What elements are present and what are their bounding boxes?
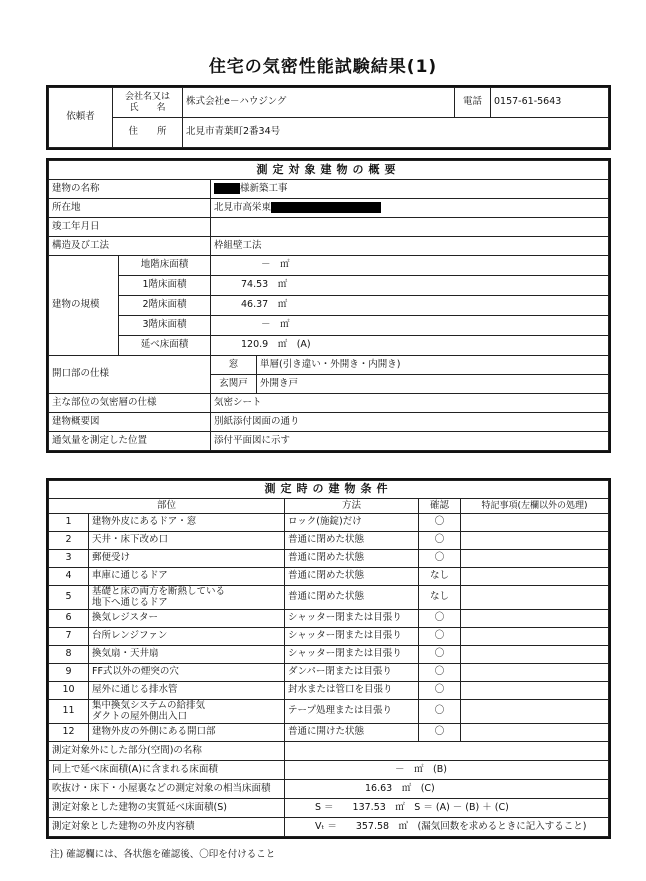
summary-row xyxy=(49,780,609,799)
row-notes xyxy=(461,628,609,646)
col-check: 確認 xyxy=(419,499,461,514)
row-notes xyxy=(461,568,609,586)
row-part: 建物外皮の外側にある開口部 xyxy=(89,724,285,742)
col-part: 部位 xyxy=(49,499,285,514)
row-part: 基礎と床の両方を断熱している 地下へ通じるドア xyxy=(89,586,285,610)
row-check: 〇 xyxy=(419,646,461,664)
redaction xyxy=(271,202,381,213)
row-part: 換気扇・天井扇 xyxy=(89,646,285,664)
opening-item-value: 外開き戸 xyxy=(257,375,609,394)
row-no: 7 xyxy=(49,628,89,646)
completion-label: 竣工年月日 xyxy=(49,218,211,237)
overview-table xyxy=(48,160,609,451)
row-check: 〇 xyxy=(419,682,461,700)
table-row xyxy=(49,646,609,664)
row-check: 〇 xyxy=(419,550,461,568)
location-value: 北見市高栄東 xyxy=(211,199,609,218)
scale-item-label: 地階床面積 xyxy=(119,256,211,276)
row-method: ロック(施錠)だけ xyxy=(285,514,419,532)
row-notes xyxy=(461,646,609,664)
row-check: なし xyxy=(419,586,461,610)
row-notes xyxy=(461,610,609,628)
row-method: ダンパー閉または目張り xyxy=(285,664,419,682)
table-row xyxy=(49,610,609,628)
scale-item-label: 3階床面積 xyxy=(119,316,211,336)
row-method: シャッター閉または目張り xyxy=(285,628,419,646)
summary-value: 16.63 ㎡ (C) xyxy=(285,780,609,799)
opening-item-value: 単層(引き違い・外開き・内開き) xyxy=(257,356,609,375)
scale-item-value: － ㎡ xyxy=(211,316,609,336)
row-check: 〇 xyxy=(419,724,461,742)
building-name-label: 建物の名称 xyxy=(49,180,211,199)
completion-value xyxy=(211,218,609,237)
scale-item-value: 74.53 ㎡ xyxy=(211,276,609,296)
table-row xyxy=(49,586,609,610)
row-part: 屋外に通じる排水管 xyxy=(89,682,285,700)
summary-value: S ＝ 137.53 ㎡ S ＝ (A) － (B) ＋ (C) xyxy=(285,799,609,818)
scale-item-label: 2階床面積 xyxy=(119,296,211,316)
summary-value xyxy=(285,742,609,761)
row-notes xyxy=(461,664,609,682)
row-no: 2 xyxy=(49,532,89,550)
scale-item-value: － ㎡ xyxy=(211,256,609,276)
row-check: 〇 xyxy=(419,700,461,724)
scale-item-label: 延べ床面積 xyxy=(119,336,211,356)
address-value: 北見市青葉町2番34号 xyxy=(183,118,609,148)
row-check: 〇 xyxy=(419,514,461,532)
row-check: 〇 xyxy=(419,664,461,682)
conditions-header: 測定時の建物条件 xyxy=(49,481,609,499)
vent-value: 添付平面図に示す xyxy=(211,432,609,451)
row-no: 5 xyxy=(49,586,89,610)
row-method: 普通に開けた状態 xyxy=(285,724,419,742)
table-row xyxy=(49,664,609,682)
row-part: 集中換気システムの給排気 ダクトの屋外側出入口 xyxy=(89,700,285,724)
row-no: 6 xyxy=(49,610,89,628)
phone-value: 0157-61-5643 xyxy=(491,88,609,118)
row-no: 4 xyxy=(49,568,89,586)
row-part: 建物外皮にあるドア・窓 xyxy=(89,514,285,532)
summary-label: 同上で延べ床面積(A)に含まれる床面積 xyxy=(49,761,285,780)
summary-row xyxy=(49,799,609,818)
row-check: なし xyxy=(419,568,461,586)
conditions-table xyxy=(48,480,609,837)
row-notes xyxy=(461,586,609,610)
building-name-value: 様新築工事 xyxy=(211,180,609,199)
row-method: 普通に閉めた状態 xyxy=(285,550,419,568)
drawing-value: 別紙添付図面の通り xyxy=(211,413,609,432)
row-method: シャッター閉または目張り xyxy=(285,646,419,664)
table-row xyxy=(49,514,609,532)
row-method: 普通に閉めた状態 xyxy=(285,586,419,610)
row-notes xyxy=(461,700,609,724)
row-no: 1 xyxy=(49,514,89,532)
table-row xyxy=(49,568,609,586)
row-no: 8 xyxy=(49,646,89,664)
row-notes xyxy=(461,550,609,568)
scale-label: 建物の規模 xyxy=(49,256,119,356)
scale-item-label: 1階床面積 xyxy=(119,276,211,296)
page-title: 住宅の気密性能試験結果(1) xyxy=(208,57,438,77)
summary-row xyxy=(49,742,609,761)
row-check: 〇 xyxy=(419,532,461,550)
opening-item-label: 窓 xyxy=(211,356,257,375)
summary-label: 測定対象とした建物の実質延べ床面積(S) xyxy=(49,799,285,818)
client-name-value: 株式会社e－ハウジング xyxy=(183,88,455,118)
summary-value: Vₜ ＝ 357.58 ㎥ (漏気回数を求めるときに記入すること) xyxy=(285,818,609,837)
redaction xyxy=(214,183,240,194)
client-label: 依頼者 xyxy=(49,88,113,148)
table-row xyxy=(49,628,609,646)
summary-row xyxy=(49,761,609,780)
row-notes xyxy=(461,532,609,550)
row-no: 11 xyxy=(49,700,89,724)
structure-label: 構造及び工法 xyxy=(49,237,211,256)
col-notes: 特記事項(左欄以外の処理) xyxy=(461,499,609,514)
structure-value: 枠組壁工法 xyxy=(211,237,609,256)
footnote: 注) 確認欄には、各状態を確認後、〇印を付けること xyxy=(50,849,276,860)
table-row xyxy=(49,682,609,700)
client-name-label: 会社名又は 氏 名 xyxy=(113,88,183,118)
row-method: 普通に閉めた状態 xyxy=(285,532,419,550)
row-part: 車庫に通じるドア xyxy=(89,568,285,586)
summary-label: 測定対象外にした部分(空間)の名称 xyxy=(49,742,285,761)
overview-header: 測定対象建物の概要 xyxy=(49,161,609,180)
client-table xyxy=(48,87,609,148)
row-part: 天井・床下改め口 xyxy=(89,532,285,550)
row-part: 換気レジスター xyxy=(89,610,285,628)
airtight-value: 気密シート xyxy=(211,394,609,413)
row-method: テープ処理または目張り xyxy=(285,700,419,724)
row-check: 〇 xyxy=(419,610,461,628)
summary-row xyxy=(49,818,609,837)
opening-label: 開口部の仕様 xyxy=(49,356,211,394)
phone-label: 電話 xyxy=(455,88,491,118)
airtight-label: 主な部位の気密層の仕様 xyxy=(49,394,211,413)
table-row xyxy=(49,550,609,568)
row-method: 封水または管口を目張り xyxy=(285,682,419,700)
row-part: 郵便受け xyxy=(89,550,285,568)
row-notes xyxy=(461,514,609,532)
opening-item-label: 玄関戸 xyxy=(211,375,257,394)
row-no: 3 xyxy=(49,550,89,568)
row-notes xyxy=(461,724,609,742)
location-label: 所在地 xyxy=(49,199,211,218)
row-no: 10 xyxy=(49,682,89,700)
row-no: 9 xyxy=(49,664,89,682)
table-row xyxy=(49,724,609,742)
summary-value: － ㎡ (B) xyxy=(285,761,609,780)
scale-item-value: 120.9 ㎡ (A) xyxy=(211,336,609,356)
row-check: 〇 xyxy=(419,628,461,646)
row-notes xyxy=(461,682,609,700)
row-method: 普通に閉めた状態 xyxy=(285,568,419,586)
summary-label: 測定対象とした建物の外皮内容積 xyxy=(49,818,285,837)
address-label: 住 所 xyxy=(113,118,183,148)
row-part: 台所レンジファン xyxy=(89,628,285,646)
row-method: シャッター閉または目張り xyxy=(285,610,419,628)
vent-label: 通気量を測定した位置 xyxy=(49,432,211,451)
drawing-label: 建物概要図 xyxy=(49,413,211,432)
row-no: 12 xyxy=(49,724,89,742)
summary-label: 吹抜け・床下・小屋裏などの測定対象の相当床面積 xyxy=(49,780,285,799)
table-row xyxy=(49,532,609,550)
col-method: 方法 xyxy=(285,499,419,514)
row-part: FF式以外の煙突の穴 xyxy=(89,664,285,682)
table-row xyxy=(49,700,609,724)
scale-item-value: 46.37 ㎡ xyxy=(211,296,609,316)
